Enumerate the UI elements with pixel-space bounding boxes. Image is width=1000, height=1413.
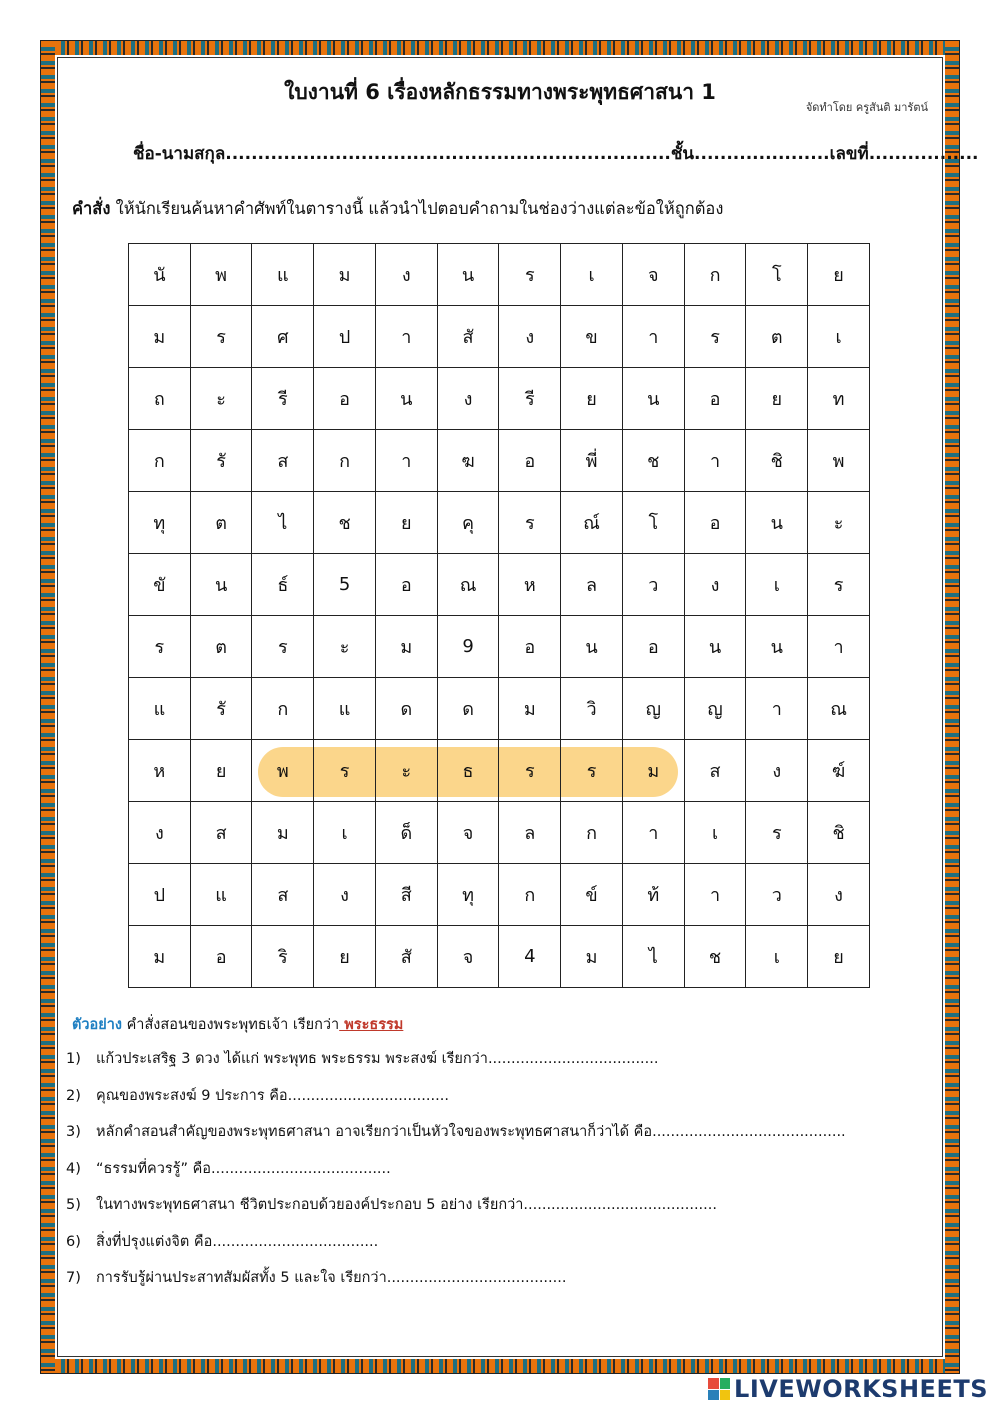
grid-row: [129, 616, 870, 678]
grid-cell[interactable]: โ: [622, 492, 684, 554]
grid-cell[interactable]: อ: [375, 554, 437, 616]
grid-cell[interactable]: พ: [808, 430, 870, 492]
grid-cell[interactable]: ป: [129, 864, 191, 926]
grid-cell[interactable]: แ: [314, 678, 376, 740]
grid-cell[interactable]: ก: [314, 430, 376, 492]
grid-cell[interactable]: ข์: [561, 864, 623, 926]
question-item: [66, 1193, 846, 1230]
grid-cell[interactable]: า: [375, 430, 437, 492]
instruction: [72, 196, 723, 222]
grid-cell[interactable]: แ: [190, 864, 252, 926]
grid-cell[interactable]: น: [190, 554, 252, 616]
grid-cell[interactable]: วิ: [561, 678, 623, 740]
example-answer: พระธรรม: [339, 1017, 404, 1033]
grid-cell[interactable]: ว: [746, 864, 808, 926]
grid-cell[interactable]: น: [561, 616, 623, 678]
grid-cell[interactable]: ก: [129, 430, 191, 492]
grid-cell[interactable]: ง: [375, 244, 437, 306]
grid-cell[interactable]: ก: [252, 678, 314, 740]
grid-cell[interactable]: ย: [808, 244, 870, 306]
question-number: 5): [66, 1197, 81, 1213]
grid-cell[interactable]: อ: [684, 368, 746, 430]
grid-cell[interactable]: า: [622, 802, 684, 864]
grid-cell[interactable]: รี: [499, 368, 561, 430]
grid-cell[interactable]: แ: [252, 244, 314, 306]
grid-cell[interactable]: เ: [561, 244, 623, 306]
grid-cell[interactable]: อ: [499, 430, 561, 492]
grid-cell[interactable]: 9: [437, 616, 499, 678]
grid-cell[interactable]: 4: [499, 926, 561, 988]
grid-cell[interactable]: ย: [375, 492, 437, 554]
grid-cell[interactable]: ก: [684, 244, 746, 306]
grid-cell[interactable]: อ: [190, 926, 252, 988]
instruction-text: ให้นักเรียนค้นหาคำศัพท์ในตารางนี้ แล้วนำไปตอบคำถามในช่องว่างแต่ละข้อให้ถูกต้อง: [110, 199, 724, 218]
grid-cell[interactable]: น: [375, 368, 437, 430]
grid-cell[interactable]: ะ: [314, 616, 376, 678]
grid-cell[interactable]: า: [622, 306, 684, 368]
grid-cell[interactable]: ต: [190, 616, 252, 678]
grid-cell[interactable]: ย: [561, 368, 623, 430]
grid-cell[interactable]: เ: [746, 554, 808, 616]
instruction-label: คำสั่ง: [72, 199, 111, 218]
grid-cell[interactable]: ง: [437, 368, 499, 430]
grid-row: [129, 368, 870, 430]
grid-cell[interactable]: ทุ: [129, 492, 191, 554]
worksheet-title: ใบงานที่ 6 เรื่องหลักธรรมทางพระพุทธศาสนา 1: [284, 80, 716, 104]
grid-cell[interactable]: สี: [375, 864, 437, 926]
grid-cell[interactable]: ต: [746, 306, 808, 368]
grid-cell[interactable]: ส: [252, 864, 314, 926]
question-number: 3): [66, 1124, 81, 1140]
grid-row: [129, 430, 870, 492]
grid-cell[interactable]: ว: [622, 554, 684, 616]
grid-row: [129, 864, 870, 926]
grid-cell[interactable]: ส: [684, 740, 746, 802]
grid-row: [129, 740, 870, 802]
grid-cell[interactable]: อ: [499, 616, 561, 678]
grid-cell[interactable]: ด: [437, 678, 499, 740]
word-search-table: [128, 243, 870, 988]
grid-row: [129, 926, 870, 988]
grid-cell[interactable]: น: [746, 492, 808, 554]
grid-cell[interactable]: อ: [622, 616, 684, 678]
grid-cell[interactable]: ร: [746, 802, 808, 864]
grid-cell[interactable]: พ: [190, 244, 252, 306]
grid-cell[interactable]: ช: [314, 492, 376, 554]
question-text: สิ่งที่ปรุงแต่งจิต คือ....................................: [96, 1233, 379, 1250]
grid-cell[interactable]: ข: [561, 306, 623, 368]
grid-cell[interactable]: ส: [190, 802, 252, 864]
grid-cell[interactable]: ย: [746, 368, 808, 430]
grid-cell[interactable]: ง: [129, 802, 191, 864]
decorative-border-right: [945, 41, 959, 1373]
grid-cell[interactable]: ร: [499, 492, 561, 554]
grid-cell[interactable]: รั: [190, 678, 252, 740]
question-text: แก้วประเสริฐ 3 ดวง ได้แก่ พระพุทธ พระธรรม พระสงฆ์ เรียกว่า.....................................: [96, 1051, 659, 1067]
grid-cell[interactable]: ณ: [808, 678, 870, 740]
question-text: หลักคำสอนสำคัญของพระพุทธศาสนา อาจเรียกว่าเป็นหัวใจของพระพุทธศาสนาก็ว่าได้ คือ..........................................: [96, 1124, 846, 1140]
question-text: การรับรู้ผ่านประสาทสัมผัสทั้ง 5 และใจ เรียกว่า.......................................: [96, 1270, 567, 1286]
grid-cell[interactable]: ก: [499, 864, 561, 926]
example-label: ตัวอย่าง: [72, 1017, 122, 1033]
question-number: 4): [66, 1160, 81, 1177]
question-text: คุณของพระสงฆ์ 9 ประการ คือ...................................: [96, 1087, 449, 1104]
grid-cell[interactable]: ง: [684, 554, 746, 616]
grid-cell[interactable]: 5: [314, 554, 376, 616]
grid-cell[interactable]: ณ: [437, 554, 499, 616]
grid-cell[interactable]: ห: [129, 740, 191, 802]
grid-cell[interactable]: น: [622, 368, 684, 430]
grid-cell[interactable]: ม: [129, 306, 191, 368]
grid-cell[interactable]: ม: [561, 926, 623, 988]
grid-cell[interactable]: ธ์: [252, 554, 314, 616]
grid-cell[interactable]: ร: [499, 244, 561, 306]
grid-cell[interactable]: ง: [746, 740, 808, 802]
grid-cell[interactable]: จ: [622, 244, 684, 306]
grid-cell[interactable]: ต: [190, 492, 252, 554]
grid-cell[interactable]: า: [684, 864, 746, 926]
grid-cell[interactable]: น: [437, 244, 499, 306]
grid-cell[interactable]: ง: [808, 864, 870, 926]
grid-row: [129, 492, 870, 554]
decorative-border-top: [41, 41, 959, 55]
grid-cell[interactable]: ขั: [129, 554, 191, 616]
word-search-grid: [128, 243, 870, 997]
grid-cell[interactable]: ถ: [129, 368, 191, 430]
grid-cell[interactable]: ธ: [437, 740, 499, 802]
grid-cell[interactable]: ญ: [622, 678, 684, 740]
grid-cell[interactable]: สั: [437, 306, 499, 368]
question-number: 6): [66, 1233, 81, 1250]
grid-cell[interactable]: ย: [808, 926, 870, 988]
grid-cell[interactable]: ม: [314, 244, 376, 306]
grid-cell[interactable]: ห: [499, 554, 561, 616]
logo-icon: [708, 1378, 730, 1400]
grid-cell[interactable]: ม: [375, 616, 437, 678]
question-text: “ธรรมที่ควรรู้” คือ.......................................: [96, 1160, 391, 1177]
question-item: [66, 1157, 846, 1194]
grid-cell[interactable]: า: [808, 616, 870, 678]
liveworksheets-logo: [708, 1375, 988, 1403]
question-list: [66, 1047, 846, 1303]
grid-cell[interactable]: โ: [746, 244, 808, 306]
grid-cell[interactable]: รั: [190, 430, 252, 492]
grid-cell[interactable]: พี่: [561, 430, 623, 492]
grid-cell[interactable]: นั: [129, 244, 191, 306]
grid-cell[interactable]: แ: [129, 678, 191, 740]
example-line: [72, 1013, 403, 1036]
grid-cell[interactable]: ทุ: [437, 864, 499, 926]
grid-cell[interactable]: อ: [684, 492, 746, 554]
grid-row: [129, 678, 870, 740]
author-credit: จัดทำโดย ครูสันติ มารัตน์: [805, 101, 928, 114]
grid-cell[interactable]: เ: [684, 802, 746, 864]
grid-cell[interactable]: ง: [499, 306, 561, 368]
grid-cell[interactable]: ริ: [252, 926, 314, 988]
grid-cell[interactable]: ม: [252, 802, 314, 864]
grid-cell[interactable]: ช: [684, 926, 746, 988]
grid-cell[interactable]: ด: [375, 678, 437, 740]
grid-cell[interactable]: ส: [252, 430, 314, 492]
grid-cell[interactable]: ฆ: [437, 430, 499, 492]
decorative-border-left: [41, 41, 55, 1373]
grid-cell[interactable]: ชิ: [808, 802, 870, 864]
grid-cell[interactable]: ม: [499, 678, 561, 740]
grid-row: [129, 244, 870, 306]
grid-cell[interactable]: ร: [252, 616, 314, 678]
grid-cell[interactable]: ชิ: [746, 430, 808, 492]
grid-cell[interactable]: เ: [314, 802, 376, 864]
question-item: [66, 1266, 846, 1303]
grid-cell[interactable]: ล: [561, 554, 623, 616]
grid-cell[interactable]: น: [684, 616, 746, 678]
grid-cell[interactable]: ะ: [190, 368, 252, 430]
grid-cell[interactable]: ร: [314, 740, 376, 802]
grid-cell[interactable]: รี: [252, 368, 314, 430]
grid-row: [129, 554, 870, 616]
grid-cell[interactable]: น: [746, 616, 808, 678]
grid-cell[interactable]: า: [684, 430, 746, 492]
grid-cell[interactable]: ป: [314, 306, 376, 368]
question-item: [66, 1047, 846, 1084]
grid-cell[interactable]: ร: [808, 554, 870, 616]
logo-text: LIVEWORKSHEETS: [734, 1375, 988, 1403]
grid-row: [129, 802, 870, 864]
grid-cell[interactable]: คุ: [437, 492, 499, 554]
grid-cell[interactable]: ญ: [684, 678, 746, 740]
question-number: 2): [66, 1087, 81, 1104]
grid-cell[interactable]: า: [375, 306, 437, 368]
grid-cell[interactable]: จ: [437, 802, 499, 864]
grid-cell[interactable]: ย: [314, 926, 376, 988]
grid-cell[interactable]: ร: [561, 740, 623, 802]
question-text: ในทางพระพุทธศาสนา ชีวิตประกอบด้วยองค์ประกอบ 5 อย่าง เรียกว่า..........................................: [96, 1197, 717, 1213]
grid-cell[interactable]: า: [746, 678, 808, 740]
question-number: 7): [66, 1270, 81, 1286]
grid-cell[interactable]: ล: [499, 802, 561, 864]
question-item: [66, 1084, 846, 1121]
question-item: [66, 1120, 846, 1157]
grid-cell[interactable]: ย: [190, 740, 252, 802]
grid-cell[interactable]: ง: [314, 864, 376, 926]
grid-cell[interactable]: ไ: [252, 492, 314, 554]
grid-cell[interactable]: สั: [375, 926, 437, 988]
grid-cell[interactable]: ร: [190, 306, 252, 368]
grid-cell[interactable]: อ: [314, 368, 376, 430]
grid-cell[interactable]: ฆ์: [808, 740, 870, 802]
grid-cell[interactable]: ม: [622, 740, 684, 802]
grid-cell[interactable]: ณ์: [561, 492, 623, 554]
grid-cell[interactable]: ด็: [375, 802, 437, 864]
decorative-border-bottom: [41, 1359, 959, 1373]
question-number: 1): [66, 1051, 81, 1067]
grid-cell[interactable]: ช: [622, 430, 684, 492]
grid-cell[interactable]: จ: [437, 926, 499, 988]
grid-cell[interactable]: ศ: [252, 306, 314, 368]
student-name-line: ชื่อ-นามสกุล.....................................................................ชั้น.....................เลขที่.................: [133, 144, 979, 164]
grid-cell[interactable]: ม: [129, 926, 191, 988]
grid-cell[interactable]: ร: [499, 740, 561, 802]
example-text: คำสั่งสอนของพระพุทธเจ้า เรียกว่า: [122, 1017, 340, 1033]
grid-cell[interactable]: ะ: [375, 740, 437, 802]
grid-cell[interactable]: ก: [561, 802, 623, 864]
grid-cell[interactable]: ท้: [622, 864, 684, 926]
grid-cell[interactable]: ท: [808, 368, 870, 430]
grid-cell[interactable]: เ: [746, 926, 808, 988]
grid-cell[interactable]: ร: [684, 306, 746, 368]
grid-cell[interactable]: ะ: [808, 492, 870, 554]
grid-cell[interactable]: ร: [129, 616, 191, 678]
grid-cell[interactable]: ไ: [622, 926, 684, 988]
grid-cell[interactable]: พ: [252, 740, 314, 802]
question-item: [66, 1230, 846, 1267]
grid-cell[interactable]: เ: [808, 306, 870, 368]
grid-row: [129, 306, 870, 368]
